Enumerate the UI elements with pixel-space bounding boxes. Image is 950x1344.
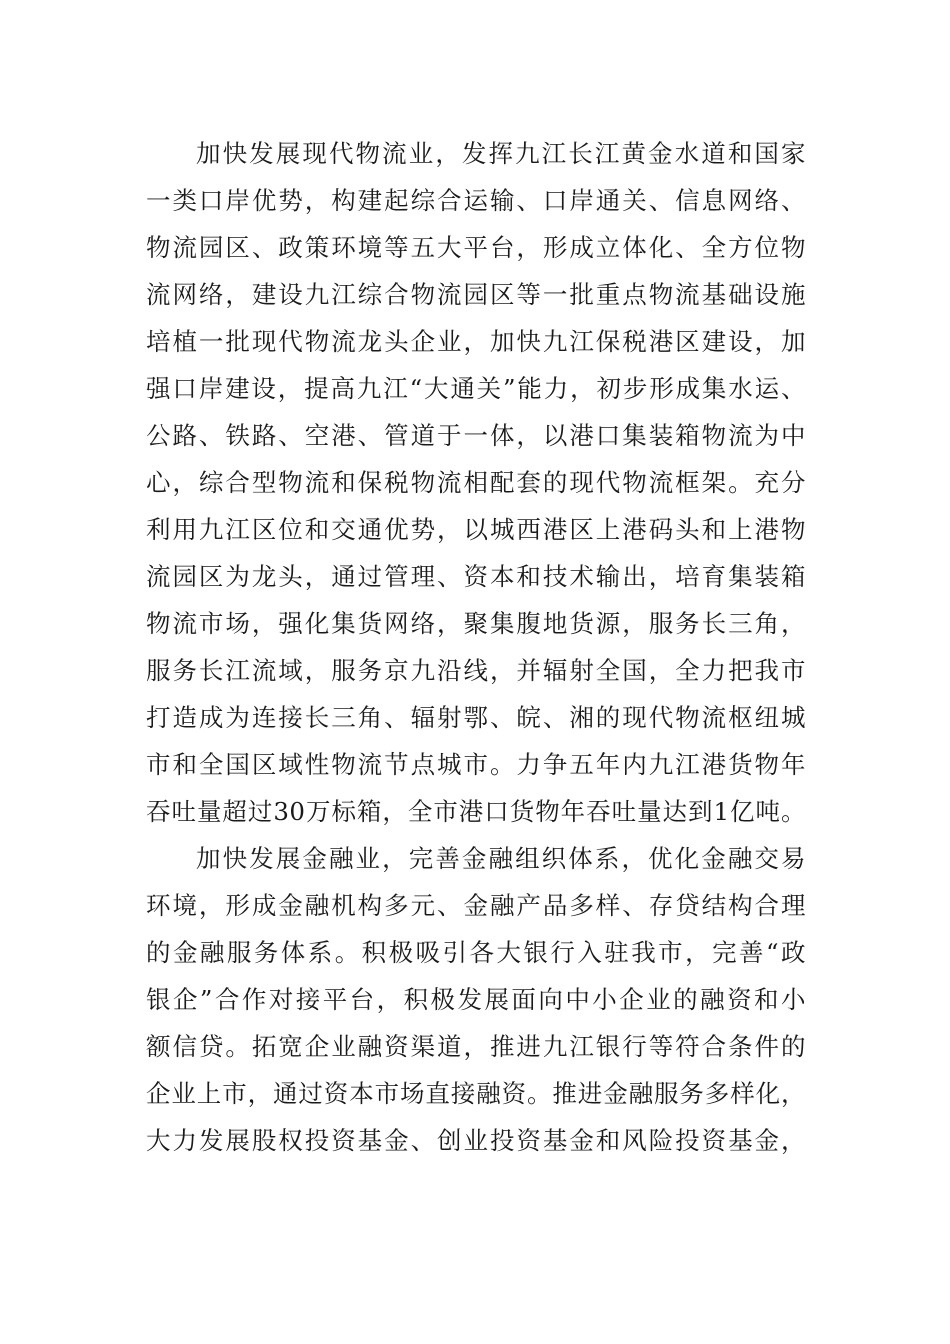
paragraph-line: 大力发展股权投资基金、创业投资基金和风险投资基金， [146,1126,806,1155]
paragraph-line: 心，综合型物流和保税物流相配套的现代物流框架。充分 [146,468,806,497]
paragraph-line: 培植一批现代物流龙头企业，加快九江保税港区建设，加 [146,327,806,356]
paragraph-line: 流网络，建设九江综合物流园区等一批重点物流基础设施 [146,280,806,309]
paragraph-line: 服务长江流域，服务京九沿线，并辐射全国，全力把我市 [146,656,806,685]
paragraph-line: 企业上市，通过资本市场直接融资。推进金融服务多样化， [146,1079,806,1108]
paragraph-line: 公路、铁路、空港、管道于一体，以港口集装箱物流为中 [146,421,806,450]
paragraph-first-line: 加快发展现代物流业，发挥九江长江黄金水道和国家 [196,139,806,168]
paragraph-line: 环境，形成金融机构多元、金融产品多样、存贷结构合理 [146,891,806,920]
paragraph-line: 的金融服务体系。积极吸引各大银行入驻我市，完善“政 [146,938,806,967]
paragraph-line: 流园区为龙头，通过管理、资本和技术输出，培育集装箱 [146,562,806,591]
paragraph-line: 利用九江区位和交通优势，以城西港区上港码头和上港物 [146,515,806,544]
paragraph-line: 一类口岸优势，构建起综合运输、口岸通关、信息网络、 [146,186,806,215]
paragraph-line: 额信贷。拓宽企业融资渠道，推进九江银行等符合条件的 [146,1032,806,1061]
paragraph-line: 强口岸建设，提高九江“大通关”能力，初步形成集水运、 [146,374,806,403]
paragraph-first-line: 加快发展金融业，完善金融组织体系，优化金融交易 [196,844,806,873]
paragraph-line: 物流市场，强化集货网络，聚集腹地货源，服务长三角， [146,609,806,638]
paragraph-line: 市和全国区域性物流节点城市。力争五年内九江港货物年 [146,750,806,779]
paragraph-line: 打造成为连接长三角、辐射鄂、皖、湘的现代物流枢纽城 [146,703,806,732]
paragraph-line: 吞吐量超过30万标箱，全市港口货物年吞吐量达到1亿吨。 [146,797,806,826]
paragraph-line: 物流园区、政策环境等五大平台，形成立体化、全方位物 [146,233,806,262]
paragraph-line: 银企”合作对接平台，积极发展面向中小企业的融资和小 [146,985,806,1014]
